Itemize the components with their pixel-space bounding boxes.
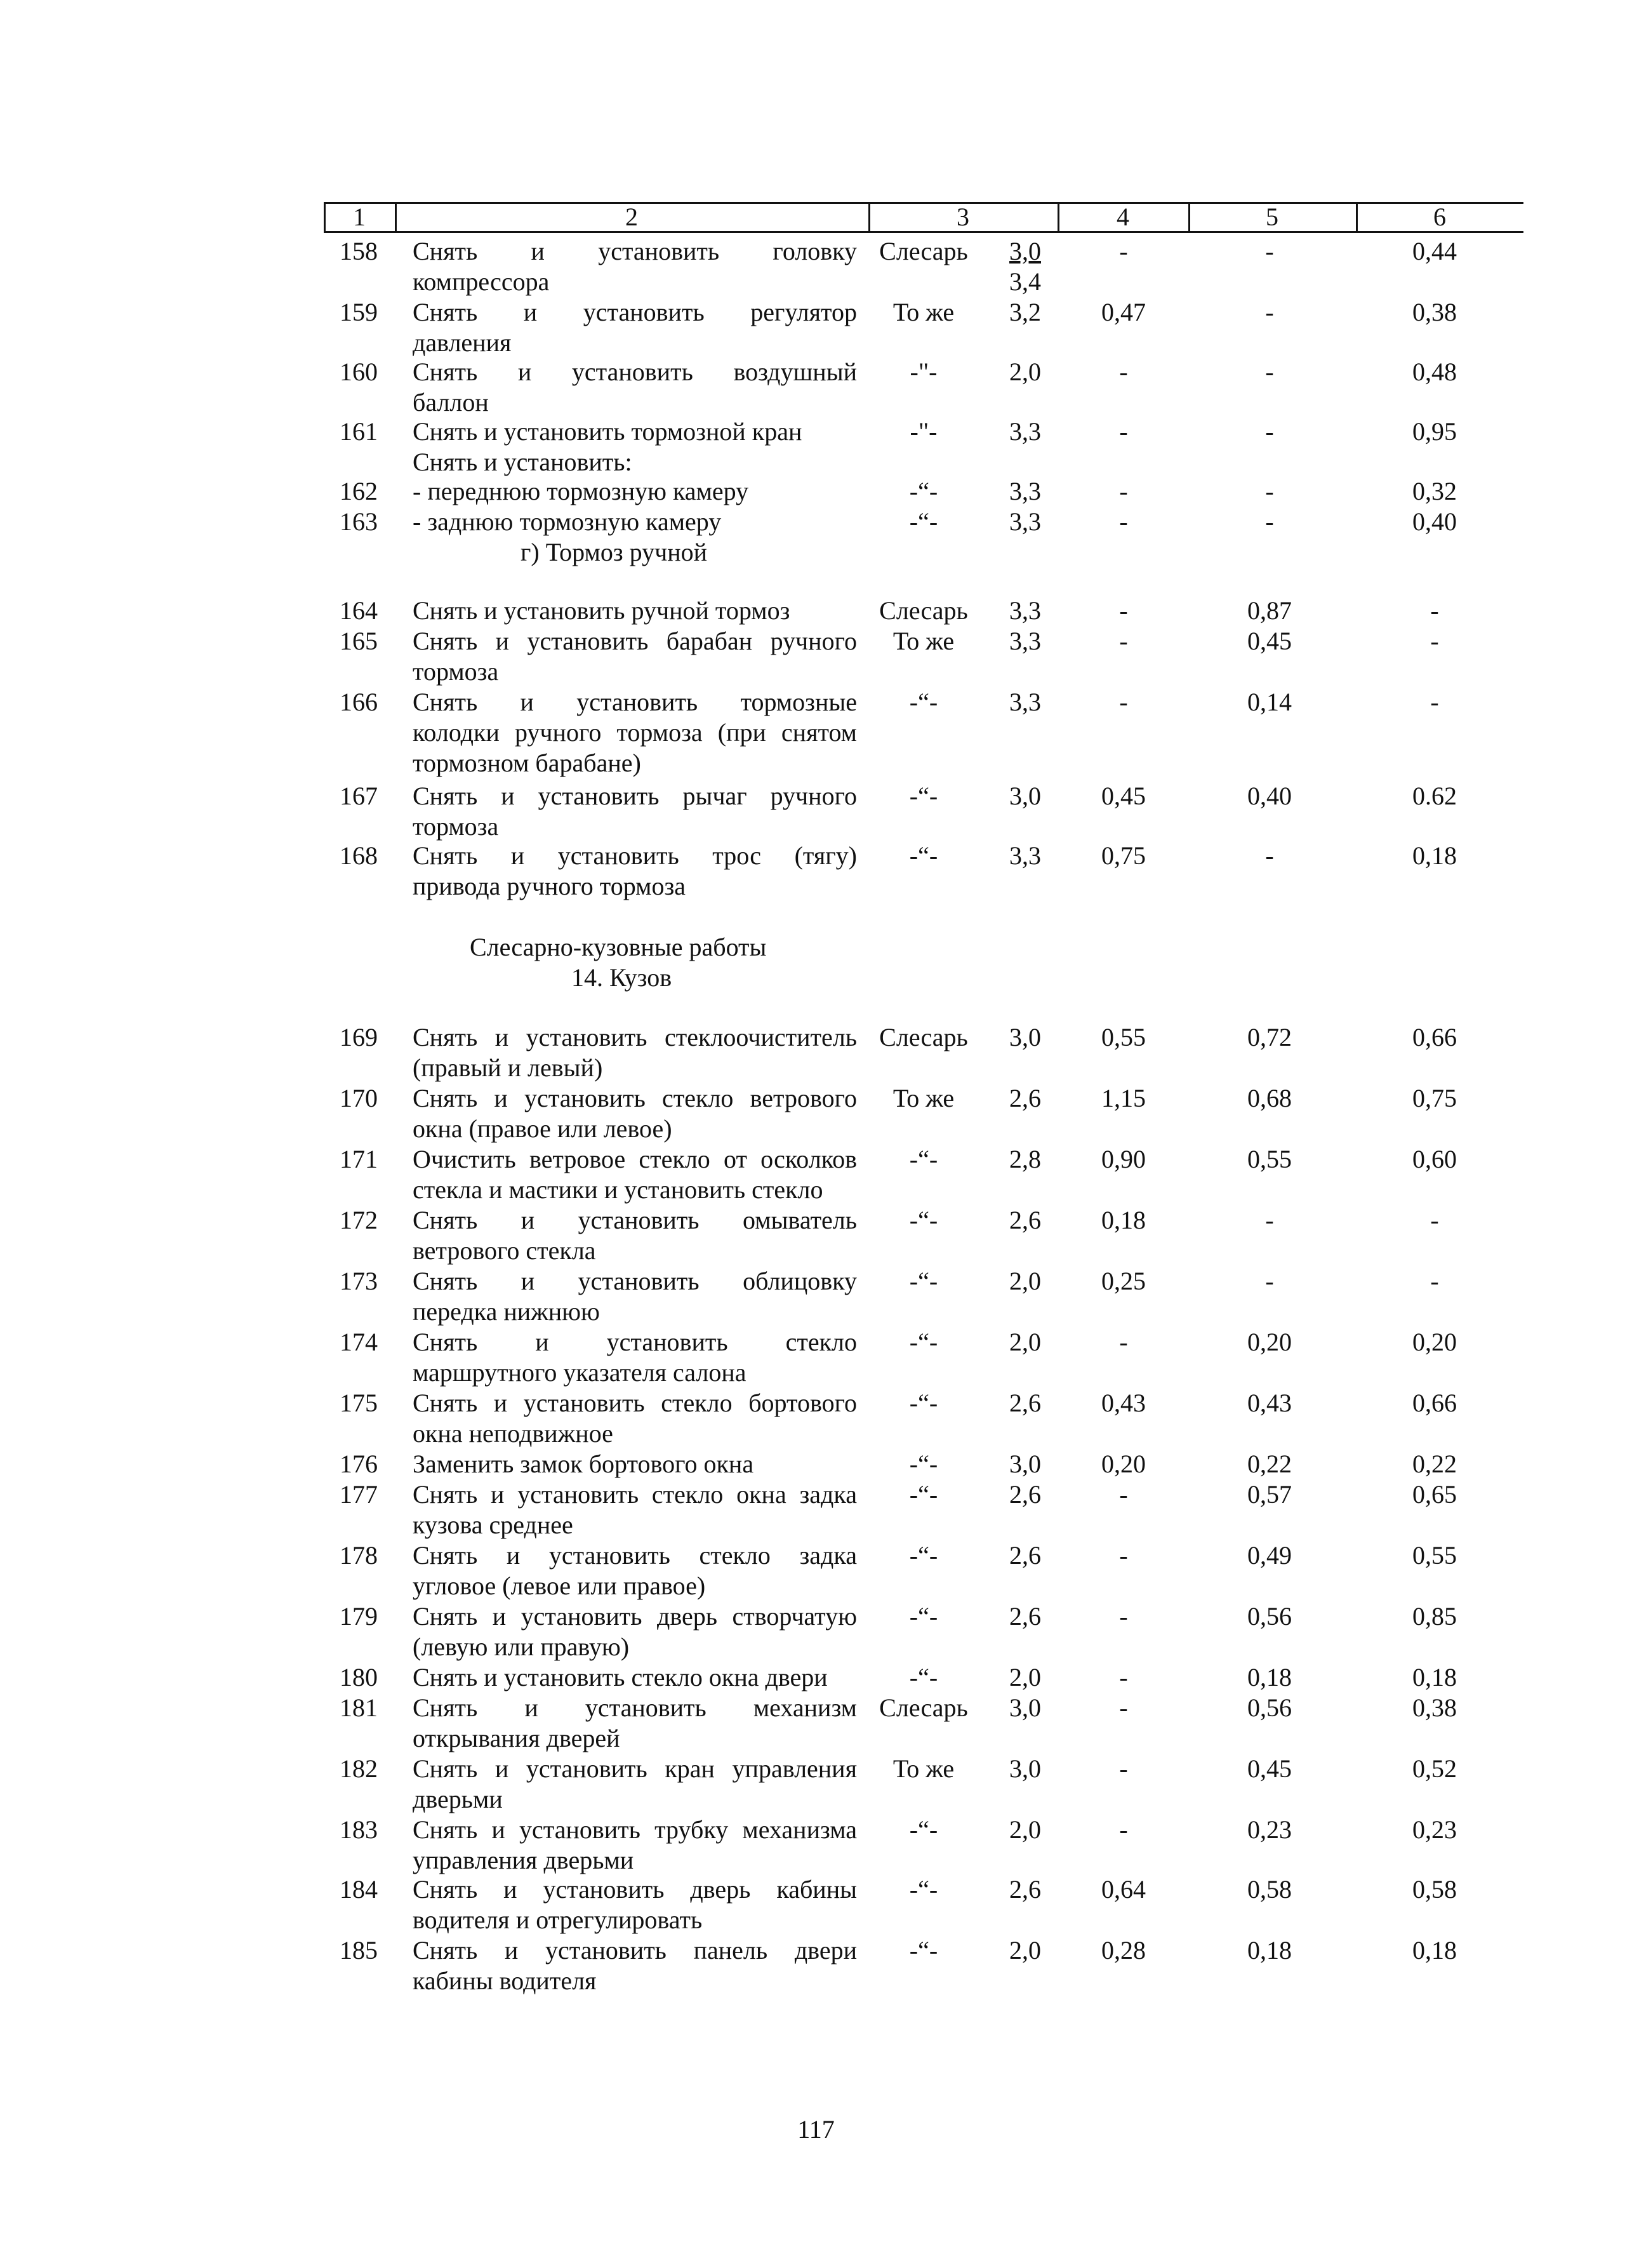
operation-name xyxy=(413,357,857,418)
row-number: 185 xyxy=(340,1936,378,1964)
category-value: 3,0 xyxy=(1009,1023,1041,1051)
value-col-5: 0,23 xyxy=(1247,1815,1292,1844)
value-col-4: - xyxy=(1119,1693,1128,1722)
operation-name-line: управления дверьми xyxy=(413,1846,634,1874)
operation-name-line: Снять и установить стекло xyxy=(413,1328,857,1356)
value-col-4: 0,45 xyxy=(1101,782,1146,810)
value-col-5: 0,68 xyxy=(1247,1084,1292,1112)
performer: -“- xyxy=(909,1815,938,1844)
value-col-4: - xyxy=(1119,1480,1128,1509)
performer: -“- xyxy=(909,1936,938,1964)
performer: -“- xyxy=(909,1875,938,1904)
row-number: 169 xyxy=(340,1023,378,1051)
operation-name-line: Снять и установить воздушный xyxy=(413,357,857,386)
operation-name-line: Снять и установить тормозной кран xyxy=(413,417,802,446)
operation-name-line: Снять и установить барабан ручного xyxy=(413,627,857,655)
category xyxy=(990,476,1060,507)
category-value: 3,0 xyxy=(1009,1693,1041,1722)
operation-name-line: (левую или правую) xyxy=(413,1632,630,1661)
performer: Слесарь xyxy=(879,1693,968,1722)
category-value: 2,0 xyxy=(1009,1815,1041,1844)
category xyxy=(990,1662,1060,1693)
operation-name xyxy=(413,417,857,447)
row-number: 178 xyxy=(340,1541,378,1570)
row-number: 176 xyxy=(340,1450,378,1478)
value-col-6: 0,52 xyxy=(1412,1754,1457,1783)
operation-name xyxy=(413,1388,857,1449)
operation-name-line: угловое (левое или правое) xyxy=(413,1571,706,1600)
category-value: 3,3 xyxy=(1009,688,1041,716)
category xyxy=(990,1266,1060,1297)
category-value: 2,0 xyxy=(1009,1267,1041,1295)
operation-name-line: Снять и установить стекло окна двери xyxy=(413,1663,828,1691)
performer: -“- xyxy=(909,1480,938,1509)
value-col-6: 0,22 xyxy=(1412,1450,1457,1478)
value-col-4: 0,90 xyxy=(1101,1145,1146,1173)
value-col-6: 0,38 xyxy=(1412,1693,1457,1722)
row-number: 172 xyxy=(340,1206,378,1234)
operation-name-line: колодки ручного тормоза (при снятом xyxy=(413,718,857,747)
operation-name xyxy=(413,626,857,687)
header-col-6: 6 xyxy=(1433,203,1446,231)
operation-name xyxy=(413,596,857,626)
operation-name-line: Снять и установить трос (тягу) xyxy=(413,841,857,870)
value-col-5: - xyxy=(1265,417,1274,446)
operation-name-line: тормоза xyxy=(413,812,499,841)
value-col-4: 0,55 xyxy=(1101,1023,1146,1051)
value-col-5: - xyxy=(1265,357,1274,386)
value-col-4: - xyxy=(1119,1815,1128,1844)
operation-name-line: тормозном барабане) xyxy=(413,749,641,777)
operation-name-line: давления xyxy=(413,328,512,357)
performer: -“- xyxy=(909,1389,938,1417)
performer: -“- xyxy=(909,1450,938,1478)
row-number: 173 xyxy=(340,1267,378,1295)
value-col-6: 0,66 xyxy=(1412,1023,1457,1051)
operation-name-line: кузова среднее xyxy=(413,1511,573,1539)
row-number: 181 xyxy=(340,1693,378,1722)
category xyxy=(990,1205,1060,1236)
operation-name xyxy=(413,1693,857,1754)
performer: -“- xyxy=(909,507,938,536)
operation-name-line: передка нижнюю xyxy=(413,1297,600,1326)
value-col-6: - xyxy=(1430,1267,1439,1295)
value-col-4: - xyxy=(1119,1541,1128,1570)
category xyxy=(990,1754,1060,1784)
category xyxy=(990,417,1060,447)
category-value: 2,0 xyxy=(1009,1328,1041,1356)
category xyxy=(990,507,1060,537)
value-col-5: 0,43 xyxy=(1247,1389,1292,1417)
performer: -“- xyxy=(909,782,938,810)
value-col-6: 0,18 xyxy=(1412,1936,1457,1964)
category xyxy=(990,841,1060,871)
performer: -“- xyxy=(909,1145,938,1173)
value-col-6: - xyxy=(1430,1206,1439,1234)
value-col-4: 0,18 xyxy=(1101,1206,1146,1234)
operation-name xyxy=(413,1327,857,1388)
operation-name xyxy=(413,1266,857,1327)
section-heading-hand-brake: г) Тормоз ручной xyxy=(521,538,708,566)
value-col-6: 0,58 xyxy=(1412,1875,1457,1904)
row-number: 177 xyxy=(340,1480,378,1509)
operation-name xyxy=(413,507,857,537)
value-col-5: 0,14 xyxy=(1247,688,1292,716)
performer: То же xyxy=(892,298,955,326)
header-col-3: 3 xyxy=(957,203,969,231)
value-col-6: 0,66 xyxy=(1412,1389,1457,1417)
page-number: 117 xyxy=(797,2115,835,2144)
performer: -“- xyxy=(909,1541,938,1570)
operation-name xyxy=(413,1874,857,1935)
row-number: 163 xyxy=(340,507,378,536)
operation-name-line: Снять и установить омыватель xyxy=(413,1206,857,1234)
operation-name-line: тормоза xyxy=(413,657,499,686)
operation-name-line: Снять и установить облицовку xyxy=(413,1267,857,1295)
value-col-4: 0,75 xyxy=(1101,841,1146,870)
value-col-4: 0,20 xyxy=(1101,1450,1146,1478)
row-number: 159 xyxy=(340,298,378,326)
value-col-4: 0,25 xyxy=(1101,1267,1146,1295)
operation-name-line: Снять и установить стекло ветрового xyxy=(413,1084,857,1112)
category-value: 3,3 xyxy=(1009,627,1041,655)
category xyxy=(990,1693,1060,1723)
category xyxy=(990,297,1060,328)
category xyxy=(990,357,1060,387)
value-col-5: - xyxy=(1265,1206,1274,1234)
category-value: 2,6 xyxy=(1009,1541,1041,1570)
performer: То же xyxy=(892,627,955,655)
value-col-5: 0,20 xyxy=(1247,1328,1292,1356)
operation-name xyxy=(413,1935,857,1996)
category xyxy=(990,626,1060,657)
category xyxy=(990,1144,1060,1175)
value-col-4: 0,47 xyxy=(1101,298,1146,326)
operation-name-line: стекла и мастики и установить стекло xyxy=(413,1175,823,1204)
performer: -“- xyxy=(909,1663,938,1691)
row-number: 165 xyxy=(340,627,378,655)
header-col-1: 1 xyxy=(353,203,366,231)
value-col-5: 0,72 xyxy=(1247,1023,1292,1051)
value-col-4: 0,64 xyxy=(1101,1875,1146,1904)
value-col-4: 0,43 xyxy=(1101,1389,1146,1417)
section-heading-works: Слесарно-кузовные работы xyxy=(470,933,767,961)
category xyxy=(990,1327,1060,1357)
header-col-5: 5 xyxy=(1266,203,1278,231)
value-col-6: 0,85 xyxy=(1412,1602,1457,1631)
operation-name xyxy=(413,1540,857,1601)
value-col-4: - xyxy=(1119,237,1128,265)
performer: Слесарь xyxy=(879,237,968,265)
operation-name-line: Снять и установить трубку механизма xyxy=(413,1815,857,1844)
category-value: 3,0 xyxy=(1009,237,1041,265)
value-col-5: 0,45 xyxy=(1247,627,1292,655)
performer: Слесарь xyxy=(879,596,968,625)
operation-name-line: открывания дверей xyxy=(413,1724,620,1752)
value-col-4: 0,28 xyxy=(1101,1936,1146,1964)
operation-name-line: Снять и установить кран управления xyxy=(413,1754,857,1783)
category xyxy=(990,596,1060,626)
category-value: 3,2 xyxy=(1009,298,1041,326)
operation-name-line: окна (правое или левое) xyxy=(413,1114,672,1143)
operation-name xyxy=(413,1144,857,1205)
category xyxy=(990,1449,1060,1479)
value-col-5: 0,18 xyxy=(1247,1663,1292,1691)
operation-name-line: Снять и установить дверь створчатую xyxy=(413,1602,857,1631)
operation-name-line: Очистить ветровое стекло от осколков xyxy=(413,1145,857,1173)
value-col-4: - xyxy=(1119,477,1128,505)
value-col-4: - xyxy=(1119,357,1128,386)
row-number: 184 xyxy=(340,1875,378,1904)
value-col-6: - xyxy=(1430,627,1439,655)
value-col-5: - xyxy=(1265,477,1274,505)
performer: -“- xyxy=(909,688,938,716)
value-col-4: 1,15 xyxy=(1101,1084,1146,1112)
row-number: 160 xyxy=(340,357,378,386)
value-col-5: - xyxy=(1265,237,1274,265)
category-value: 2,6 xyxy=(1009,1206,1041,1234)
operation-name xyxy=(413,1815,857,1876)
value-col-4: - xyxy=(1119,507,1128,536)
performer: То же xyxy=(892,1084,955,1112)
category-value: 3,0 xyxy=(1009,1754,1041,1783)
value-col-6: 0,75 xyxy=(1412,1084,1457,1112)
category-value: 3,3 xyxy=(1009,841,1041,870)
category xyxy=(990,1601,1060,1632)
operation-name xyxy=(413,1205,857,1266)
operation-name-line: маршрутного указателя салона xyxy=(413,1358,746,1387)
value-col-6: 0,18 xyxy=(1412,841,1457,870)
value-col-6: 0,18 xyxy=(1412,1663,1457,1691)
operation-name-line: дверьми xyxy=(413,1785,503,1813)
operation-name-line: Снять и установить дверь кабины xyxy=(413,1875,857,1904)
operation-name xyxy=(413,447,857,477)
operation-name-line: компрессора xyxy=(413,267,550,296)
category xyxy=(990,1935,1060,1966)
value-col-4: - xyxy=(1119,1754,1128,1783)
value-col-5: - xyxy=(1265,298,1274,326)
section-heading-body: 14. Кузов xyxy=(571,963,672,992)
operation-name-line: Снять и установить стекло бортового xyxy=(413,1389,857,1417)
operation-name-line: привода ручного тормоза xyxy=(413,872,686,900)
value-col-5: 0,45 xyxy=(1247,1754,1292,1783)
value-col-4: - xyxy=(1119,1602,1128,1631)
value-col-5: 0,40 xyxy=(1247,782,1292,810)
operation-name xyxy=(413,297,857,358)
category-value-alt: 3,4 xyxy=(1009,267,1041,296)
performer: -"- xyxy=(910,357,938,386)
value-col-6: 0,38 xyxy=(1412,298,1457,326)
row-number: 171 xyxy=(340,1145,378,1173)
value-col-5: 0,55 xyxy=(1247,1145,1292,1173)
value-col-6: 0,95 xyxy=(1412,417,1457,446)
value-col-6: 0,40 xyxy=(1412,507,1457,536)
value-col-6: 0,32 xyxy=(1412,477,1457,505)
value-col-5: 0,49 xyxy=(1247,1541,1292,1570)
category-value: 3,3 xyxy=(1009,477,1041,505)
operation-name-line: Снять и установить регулятор xyxy=(413,298,857,326)
operation-name-line: Снять и установить рычаг ручного xyxy=(413,782,857,810)
operation-name xyxy=(413,687,857,778)
operation-name-line: кабины водителя xyxy=(413,1966,597,1995)
performer: -“- xyxy=(909,1206,938,1234)
value-col-5: 0,57 xyxy=(1247,1480,1292,1509)
category xyxy=(990,1022,1060,1053)
row-number: 179 xyxy=(340,1602,378,1631)
category xyxy=(990,1815,1060,1845)
value-col-5: 0,58 xyxy=(1247,1875,1292,1904)
category xyxy=(990,236,1060,297)
value-col-6: 0,55 xyxy=(1412,1541,1457,1570)
value-col-5: - xyxy=(1265,507,1274,536)
value-col-4: - xyxy=(1119,1328,1128,1356)
performer: То же xyxy=(892,1754,955,1783)
row-number: 166 xyxy=(340,688,378,716)
operation-name-line: Снять и установить механизм xyxy=(413,1693,857,1722)
value-col-6: 0,44 xyxy=(1412,237,1457,265)
operation-name xyxy=(413,1601,857,1662)
value-col-5: 0,87 xyxy=(1247,596,1292,625)
operation-name xyxy=(413,1754,857,1815)
category-value: 2,0 xyxy=(1009,1663,1041,1691)
value-col-6: 0,65 xyxy=(1412,1480,1457,1509)
value-col-5: 0,18 xyxy=(1247,1936,1292,1964)
operation-name-line: водителя и отрегулировать xyxy=(413,1905,703,1934)
row-number: 167 xyxy=(340,782,378,810)
value-col-5: 0,56 xyxy=(1247,1693,1292,1722)
operation-name xyxy=(413,1083,857,1144)
operation-name-line: Снять и установить панель двери xyxy=(413,1936,857,1964)
performer: -“- xyxy=(909,1328,938,1356)
operation-name-line: (правый и левый) xyxy=(413,1053,603,1082)
operation-name xyxy=(413,476,857,507)
row-number: 180 xyxy=(340,1663,378,1691)
operation-name xyxy=(413,1662,857,1693)
operation-name xyxy=(413,1449,857,1479)
category xyxy=(990,1083,1060,1114)
category-value: 3,3 xyxy=(1009,507,1041,536)
value-col-6: 0.62 xyxy=(1412,782,1457,810)
row-number: 158 xyxy=(340,237,378,265)
row-number: 168 xyxy=(340,841,378,870)
performer: -“- xyxy=(909,477,938,505)
operation-name-line: Заменить замок бортового окна xyxy=(413,1450,754,1478)
category xyxy=(990,781,1060,811)
value-col-4: - xyxy=(1119,627,1128,655)
value-col-5: 0,56 xyxy=(1247,1602,1292,1631)
operation-name-line: Снять и установить стеклоочиститель xyxy=(413,1023,857,1051)
category-value: 2,6 xyxy=(1009,1480,1041,1509)
row-number: 183 xyxy=(340,1815,378,1844)
category-value: 2,0 xyxy=(1009,357,1041,386)
row-number: 174 xyxy=(340,1328,378,1356)
performer: -“- xyxy=(909,1267,938,1295)
row-number: 161 xyxy=(340,417,378,446)
performer: -“- xyxy=(909,1602,938,1631)
category-value: 2,0 xyxy=(1009,1936,1041,1964)
category-value: 2,6 xyxy=(1009,1875,1041,1904)
category-value: 2,8 xyxy=(1009,1145,1041,1173)
value-col-5: - xyxy=(1265,841,1274,870)
category xyxy=(990,1479,1060,1510)
category xyxy=(990,1874,1060,1905)
value-col-5: 0,22 xyxy=(1247,1450,1292,1478)
category-value: 2,6 xyxy=(1009,1084,1041,1112)
value-col-4: - xyxy=(1119,417,1128,446)
category-value: 3,0 xyxy=(1009,1450,1041,1478)
value-col-4: - xyxy=(1119,688,1128,716)
row-number: 170 xyxy=(340,1084,378,1112)
operation-name-line: Снять и установить тормозные xyxy=(413,688,857,716)
value-col-4: - xyxy=(1119,596,1128,625)
row-number: 175 xyxy=(340,1389,378,1417)
operation-name-line: Снять и установить ручной тормоз xyxy=(413,596,790,625)
operation-name-line: ветрового стекла xyxy=(413,1236,596,1265)
value-col-6: 0,20 xyxy=(1412,1328,1457,1356)
operation-name xyxy=(413,841,857,902)
operation-name-line: - заднюю тормозную камеру xyxy=(413,507,722,536)
operation-name-line: Снять и установить стекло окна задка xyxy=(413,1480,857,1509)
operation-name-line: окна неподвижное xyxy=(413,1419,613,1448)
value-col-6: - xyxy=(1430,688,1439,716)
operation-name-line: Снять и установить стекло задка xyxy=(413,1541,857,1570)
row-number: 182 xyxy=(340,1754,378,1783)
operation-name xyxy=(413,781,857,842)
operation-name xyxy=(413,236,857,297)
row-number: 162 xyxy=(340,477,378,505)
header-col-2: 2 xyxy=(625,203,638,231)
category-value: 3,3 xyxy=(1009,417,1041,446)
performer: -"- xyxy=(910,417,938,446)
category xyxy=(990,1388,1060,1418)
value-col-5: - xyxy=(1265,1267,1274,1295)
category-value: 2,6 xyxy=(1009,1389,1041,1417)
operation-name-line: - переднюю тормозную камеру xyxy=(413,477,749,505)
category xyxy=(990,1540,1060,1571)
value-col-6: 0,48 xyxy=(1412,357,1457,386)
header-col-4: 4 xyxy=(1117,203,1129,231)
value-col-6: - xyxy=(1430,596,1439,625)
row-number: 164 xyxy=(340,596,378,625)
category-value: 2,6 xyxy=(1009,1602,1041,1631)
operation-name-line: баллон xyxy=(413,388,489,417)
value-col-6: 0,23 xyxy=(1412,1815,1457,1844)
operation-name xyxy=(413,1479,857,1540)
performer: Слесарь xyxy=(879,1023,968,1051)
operation-name-line: Снять и установить головку xyxy=(413,237,857,265)
category xyxy=(990,687,1060,717)
operation-name-line: Снять и установить: xyxy=(413,448,632,476)
operation-name xyxy=(413,1022,857,1083)
value-col-6: 0,60 xyxy=(1412,1145,1457,1173)
value-col-4: - xyxy=(1119,1663,1128,1691)
performer: -“- xyxy=(909,841,938,870)
category-value: 3,3 xyxy=(1009,596,1041,625)
category-value: 3,0 xyxy=(1009,782,1041,810)
